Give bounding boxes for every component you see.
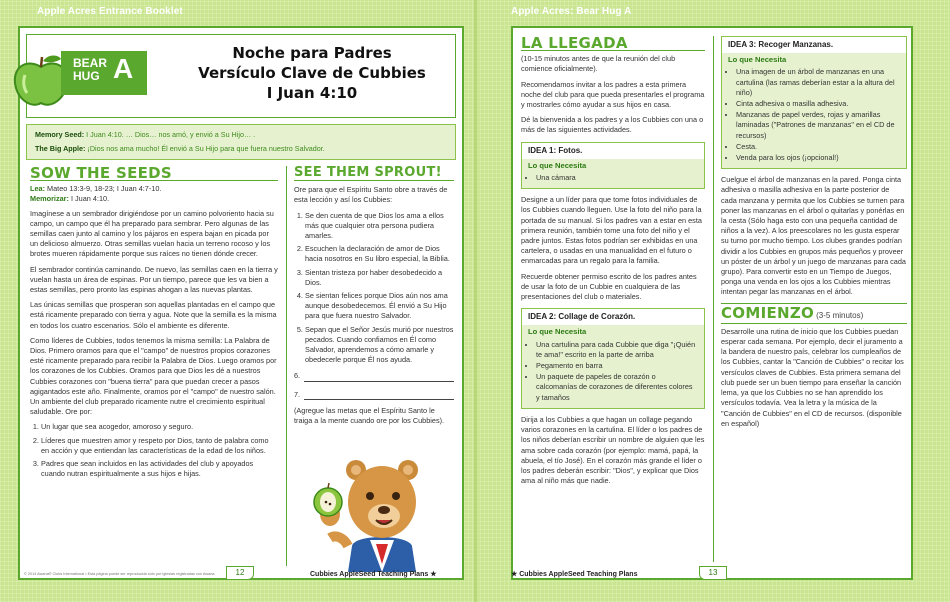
- tab-line-1: BEAR: [73, 56, 108, 70]
- right-running-header: Apple Acres: Bear Hug A: [511, 6, 632, 17]
- left-page: [18, 26, 464, 580]
- big-apple-label: The Big Apple:: [35, 144, 86, 153]
- comienzo-note: (3-5 minutos): [816, 310, 864, 320]
- lea-label: Lea:: [30, 184, 46, 194]
- list-item: • Pegamento en barra: [536, 361, 698, 371]
- page-number-right: 13: [699, 566, 727, 580]
- big-apple-text: ¡Dios nos ama mucho! Él envió a Su Hijo para que fuera nuestro Salvador.: [87, 144, 325, 153]
- footer-left: Cubbies AppleSeed Teaching Plans ★: [310, 571, 437, 578]
- idea-3-title: IDEA 3: Recoger Manzanas.: [722, 37, 906, 53]
- llegada-title: LA LLEGADA: [521, 34, 628, 52]
- list-item: • Cinta adhesiva o masilla adhesiva.: [736, 99, 900, 109]
- paragraph: Dé la bienvenida a los padres y a los Cubbies con una o más de las siguientes actividades.: [521, 115, 704, 135]
- unit-tab: [61, 51, 147, 95]
- memory-seed-text: I Juan 4:10. … Dios… nos amó, y envió a Su Hijo… .: [86, 130, 256, 139]
- memory-seed-box: [26, 124, 456, 160]
- paragraph: Cuelgue el árbol de manzanas en la pared. Ponga cinta adhesiva o masilla adhesiva en la parte posterior de cada manzana y permita que los Cubbies se turnen para poner las manzanas en el árbol o quitarlas y ponérlas en la cesta (Sólo haga esto con una pequeña cantidad de niños a la vez). A los preescolares no les gusta esperar su turno por mucho tiempo. Los clubes grandes podrían dividir a los Cubbies en grupos más pequeños y proveer un póster de un árbol y un juego de manzanas para cada grupo). Para convertir esto en un Tiempo de Juegos, ponga una venda en los ojos a los Cubbies mientras intentan pegar las manzanas en el árbol.: [721, 175, 906, 297]
- idea-3-needs: [722, 67, 906, 168]
- paragraph: Dirija a los Cubbies a que hagan un collage pegando varios corazones en la cartulina. El líder o los padres de los niños deberían escribir un nombre de alguien que les ama sobre cada corazón (por ejemplo: mamá, papá, la abuela, el tío José). En el corazón más grande el líder o los padres deberán escribir: "Dios", y explicar que Dios ama al niño más que nadie.: [521, 414, 705, 486]
- list-item: 1. Un lugar que sea acogedor, amoroso y seguro.: [41, 422, 278, 432]
- list-item: 2. Líderes que muestren amor y respeto por Dios, tanto de palabra como en acción y que entiendan las características de la edad de los niños.: [41, 436, 278, 456]
- right-column: [721, 36, 907, 434]
- bear-illustration: [308, 454, 458, 572]
- list-item: • Una cartulina para cada Cubbie que diga "¡Quién te ama!" escrito en la parte de arriba: [536, 340, 698, 360]
- blank-goal-7[interactable]: 7.: [294, 390, 454, 400]
- idea-1-box: [521, 142, 705, 190]
- title-line: I Juan 4:10: [266, 84, 358, 102]
- left-running-header: Apple Acres Entrance Booklet: [37, 6, 183, 17]
- list-item: • Una imagen de un árbol de manzanas en una cartulina (las ramas deberían estar a la altura del niño): [736, 67, 900, 98]
- idea-1-need-heading: Lo que Necesita: [522, 159, 704, 173]
- list-item: 2. Escuchen la declaración de amor de Dios hacia nosotros en Su libro especial, la Biblia.: [305, 244, 454, 264]
- idea-1-needs: [522, 173, 704, 188]
- memorizar-label: Memorizar:: [30, 194, 69, 204]
- list-item: 3. Padres que sean incluidos en las actividades del club y apoyados cuando nutran espiritualmente a sus hijos e hijas.: [41, 459, 278, 479]
- column-divider: [713, 36, 714, 562]
- memorizar-text: I Juan 4:10.: [70, 194, 110, 204]
- idea-2-need-heading: Lo que Necesita: [522, 325, 704, 339]
- tab-letter: A: [113, 53, 134, 84]
- list-item: 5. Sepan que el Señor Jesús murió por nuestros pecados. Cuando confiamos en Él como Salvador, aprendemos a cómo amarle y obedecerle porque Él nos ayuda.: [305, 325, 454, 366]
- list-item: • Manzanas de papel verdes, rojas y amarillas laminadas ("Patrones de manzanas" en el CD de recursos): [736, 110, 900, 141]
- arrival-section: [521, 34, 705, 491]
- column-divider: [286, 166, 287, 566]
- list-item: • Cesta.: [736, 142, 900, 152]
- list-item: • Un paquete de papeles de corazón o calcomanías de corazones de diferentes colores y tamaños: [536, 372, 698, 403]
- paragraph: Recomendamos invitar a los padres a esta primera noche del club para que pueda presentarles el programa y mostrarles cómo ayudar a sus hijos en casa.: [521, 79, 705, 110]
- see-them-sprout-section: [294, 165, 454, 431]
- right-page: [511, 26, 913, 580]
- paragraph: Recuerde obtener permiso escrito de los padres antes de usar la foto de un Cubbie en cualquiera de las presentaciones del club o materiales.: [521, 271, 697, 302]
- prayer-list: [41, 422, 278, 479]
- idea-2-box: [521, 308, 705, 409]
- title-line: Noche para Padres: [232, 44, 392, 62]
- lea-text: Mateo 13:3-9, 18-23; I Juan 4:7-10.: [47, 184, 162, 194]
- spread-gutter: [474, 0, 477, 602]
- memory-seed-label: Memory Seed:: [35, 130, 85, 139]
- llegada-note: (10-15 minutos antes de que la reunión del club comience oficialmente).: [521, 54, 676, 74]
- idea-3-need-heading: Lo que Necesita: [722, 53, 906, 67]
- paragraph: El sembrador continúa caminando. De nuevo, las semillas caen en la tierra y vuelan hasta un área de espinas. Por un tiempo, parece que les va bien a estas semillas, pero pronto las espinas ahogan a las nuevas plantas.: [30, 264, 278, 295]
- paragraph: Desarrolle una rutina de inicio que los Cubbies puedan esperar cada semana. Por ejemplo, decir el juramento a la bandera de nuestro país, celebrar los cumpleaños de los Cubbies, cantar la "Canción de Cubbies" o recitar los versículos claves de Cubbies. Esta primera semana del club puede ser un buen tiempo para enseñar la canción lema, ya que los Cubbies no se han aprendido los versículos todavía. Vea la letra y la música de la "Canción de Cubbies" en el CD de recursos. (disponible en español): [721, 326, 904, 428]
- idea-1-title: IDEA 1: Fotos.: [522, 143, 704, 159]
- paragraph: Las únicas semillas que prosperan son aquellas plantadas en el campo que está ricamente preparado con tierra y agua. Note que la semilla es la misma en todos los cuatro escenarios. Sólo el ambiente es diferente.: [30, 300, 277, 330]
- footer-right: ★ Cubbies AppleSeed Teaching Plans: [511, 571, 638, 578]
- paragraph: Designe a un líder para que tome fotos individuales de los Cubbies cuando lleguen. Use la foto del niño para la portada de su manual. Si los padres van a estar en esta primera reunión, también tome una foto del niño y el padre juntos. Estas fotos podrían ser exhibidas en una cartelera, o usadas en una manualidad en el futuro o enmarcadas para un regalo para la familia.: [521, 195, 702, 266]
- paragraph: Imagínese a un sembrador dirigiéndose por un camino polvoriento hacia su campo, un campo que él ha preparado para sembrar. Pero algunas de las semillas caen junto al camino y los pájaros en espera bajan en picada por un delicioso almuerzo. Otras semillas vuelan hacia un terreno rocoso y los brotes mueren rápidamente porque sus raíces no tienen dónde crecer.: [30, 208, 274, 259]
- title-box: [26, 34, 456, 118]
- sprout-goals-list: [305, 211, 454, 366]
- sprout-outro: (Agregue las metas que el Espíritu Santo le traiga a la mente cuando ore por los Cubbies).: [294, 405, 445, 426]
- idea-2-title: IDEA 2: Collage de Corazón.: [522, 309, 704, 325]
- copyright-notice: © 2014 Awana® Clubs International • Esta página puede ser reproducida sólo por iglesias registradas con Awana.: [24, 572, 216, 576]
- list-item: • Una cámara: [536, 173, 698, 183]
- sprout-title: SEE THEM SPROUT!: [294, 165, 442, 180]
- list-item: 1. Se den cuenta de que Dios los ama a ellos más que cualquier otra persona pudiera amarles.: [305, 211, 454, 242]
- lesson-title: [177, 43, 447, 103]
- list-item: 3. Sientan tristeza por haber desobedecido a Dios.: [305, 268, 454, 288]
- paragraph: Como líderes de Cubbies, todos tenemos la misma semilla: La Palabra de Dios. Primero oramos para que el "campo" de nuestros propios corazones esté ricamente preparado para recibir la Palabra de Dios. Luego oramos por los corazones de los Cubbies. Oramos para que Dios les dé a nuestros Cubbies corazones con "buena tierra" para que puedan crecer a pasos agigantados este año. Finalmente, oramos por el "campo" de nuestro salón. Un ambiente del club preparado ricamente nutre el crecimiento espiritual saludable. Ore por:: [30, 335, 277, 417]
- idea-2-needs: [522, 340, 704, 408]
- title-line: Versículo Clave de Cubbies: [198, 64, 426, 82]
- sprout-intro: Ore para que el Espíritu Santo obre a través de esta lección y así los Cubbies:: [294, 185, 448, 205]
- blank-goal-6[interactable]: 6.: [294, 371, 454, 381]
- tab-line-2: HUG: [73, 69, 100, 83]
- idea-3-box: [721, 36, 907, 169]
- comienzo-title: COMIENZO: [721, 303, 815, 322]
- list-item: 4. Se sientan felices porque Dios aún nos ama aunque desobedecemos. Él envió a Su Hijo para que fuera nuestro Salvador.: [305, 291, 454, 322]
- sow-seeds-section: [30, 164, 278, 482]
- sow-seeds-title: SOW THE SEEDS: [30, 164, 173, 182]
- list-item: • Venda para los ojos (¡opcional!): [736, 153, 900, 163]
- page-number-left: 12: [226, 566, 254, 580]
